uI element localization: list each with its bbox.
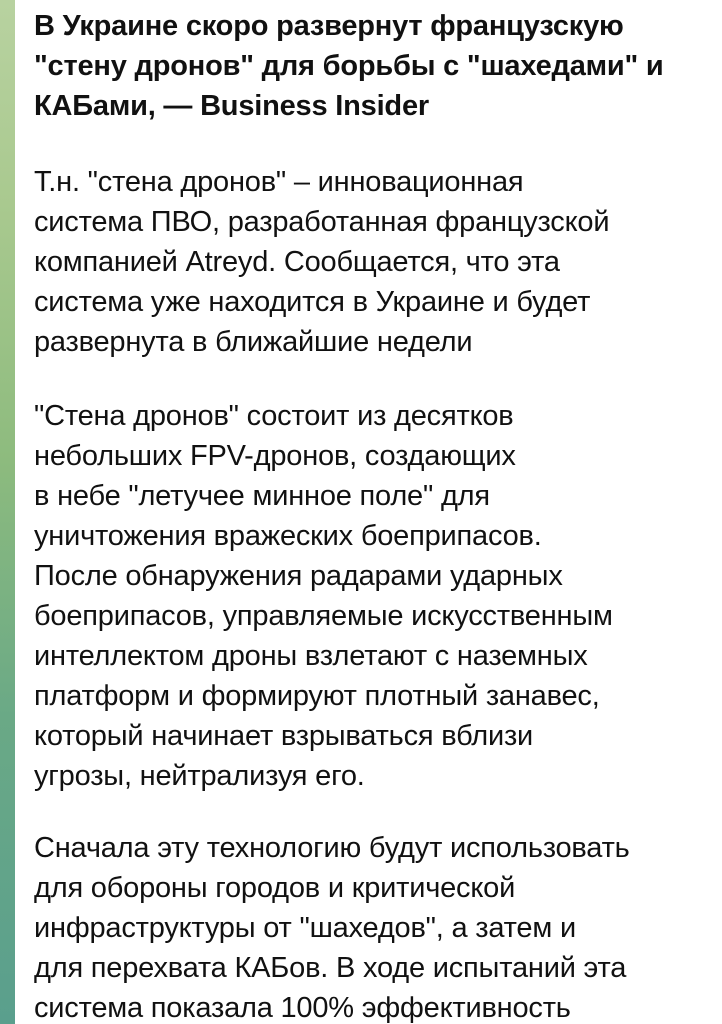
paragraph-line: который начинает взрываться вблизи <box>34 720 534 752</box>
paragraph-line: система показала 100% эффективность <box>34 992 571 1024</box>
paragraph-line: платформ и формируют плотный занавес, <box>34 680 600 712</box>
paragraph-line: компанией Atreyd. Сообщается, что эта <box>34 246 560 278</box>
paragraph-line: Сначала эту технологию будут использовать <box>34 832 630 864</box>
paragraph-line: система уже находится в Украине и будет <box>34 286 591 318</box>
paragraph-line: развернута в ближайшие недели <box>34 326 473 358</box>
paragraph-line: система ПВО, разработанная французской <box>34 206 610 238</box>
post-title-line: КАБами, — Business Insider <box>34 90 429 122</box>
post-paragraph-3 <box>34 828 722 1024</box>
post-title-line: "стену дронов" для борьбы с "шахедами" и <box>34 50 664 82</box>
paragraph-line: После обнаружения радарами ударных <box>34 560 563 592</box>
post-paragraph-2 <box>34 396 722 796</box>
paragraph-line: уничтожения вражеских боеприпасов. <box>34 520 542 552</box>
paragraph-line: "Стена дронов" состоит из десятков <box>34 400 514 432</box>
post-title <box>34 6 714 126</box>
paragraph-line: интеллектом дроны взлетают с наземных <box>34 640 588 672</box>
chat-background-strip <box>0 0 15 1024</box>
paragraph-line: угрозы, нейтрализуя его. <box>34 760 365 792</box>
post-paragraph-1 <box>34 162 722 362</box>
paragraph-line: небольших FPV-дронов, создающих <box>34 440 516 472</box>
paragraph-line: Т.н. "стена дронов" – инновационная <box>34 166 524 198</box>
paragraph-line: боеприпасов, управляемые искусственным <box>34 600 613 632</box>
post-title-line: В Украине скоро развернут французскую <box>34 10 624 42</box>
paragraph-line: инфраструктуры от "шахедов", а затем и <box>34 912 576 944</box>
paragraph-line: в небе "летучее минное поле" для <box>34 480 490 512</box>
message-bubble[interactable] <box>15 0 722 1024</box>
paragraph-line: для перехвата КАБов. В ходе испытаний эта <box>34 952 627 984</box>
paragraph-line: для обороны городов и критической <box>34 872 516 904</box>
